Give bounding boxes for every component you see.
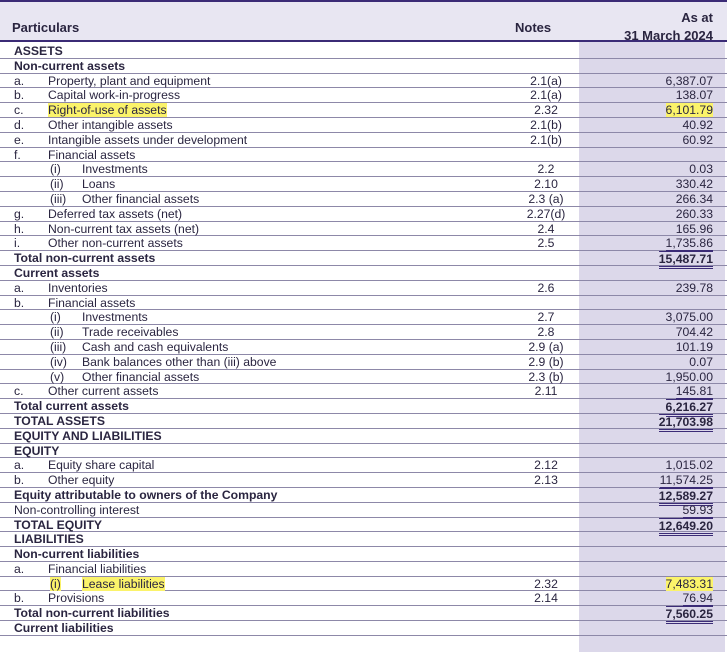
row-index: h. [14, 221, 25, 236]
table-row [0, 162, 727, 177]
row-note: 2.5 [537, 236, 555, 251]
table-row [0, 606, 727, 621]
row-label: Other financial assets [82, 369, 200, 384]
row-index: b. [14, 473, 25, 488]
row-amount: 6,387.07 [665, 73, 713, 88]
row-amount: 7,483.31 [665, 576, 713, 591]
table-row [0, 207, 727, 222]
row-label: Financial assets [48, 147, 136, 162]
table-row [0, 88, 727, 103]
row-label: Inventories [48, 280, 108, 295]
row-label: Equity attributable to owners of the Company [14, 487, 278, 502]
row-label: Deferred tax assets (net) [48, 206, 183, 221]
table-row [0, 355, 727, 370]
row-note: 2.1(a) [530, 88, 562, 103]
row-amount: 6,101.79 [665, 103, 713, 118]
table-row [0, 177, 727, 192]
row-label: Total non-current liabilities [14, 606, 170, 621]
row-note: 2.1(a) [530, 73, 562, 88]
table-row [0, 591, 727, 606]
row-label: Current assets [14, 265, 100, 280]
row-index: e. [14, 132, 25, 147]
table-row [0, 458, 727, 473]
table-row [0, 325, 727, 340]
row-amount: 1,950.00 [665, 369, 713, 384]
row-label: Non-current tax assets (net) [48, 221, 200, 236]
row-label: Lease liabilities [82, 576, 165, 591]
row-index: a. [14, 458, 25, 473]
table-header [0, 0, 727, 42]
table-row [0, 562, 727, 577]
row-amount: 101.19 [675, 339, 713, 354]
row-note: 2.8 [537, 325, 555, 340]
row-label: Current liabilities [14, 621, 114, 636]
row-label: Other intangible assets [48, 117, 173, 132]
row-label: Property, plant and equipment [48, 73, 211, 88]
row-label: LIABILITIES [14, 532, 84, 547]
table-row [0, 281, 727, 296]
row-index: b. [14, 295, 25, 310]
row-subindex: (ii) [50, 325, 64, 340]
row-label: Right-of-use of assets [48, 103, 167, 118]
row-label: Bank balances other than (iii) above [82, 354, 277, 369]
table-row [0, 532, 727, 547]
row-subindex: (iv) [50, 354, 67, 369]
row-amount: 3,075.00 [665, 310, 713, 325]
row-amount: 0.07 [689, 354, 713, 369]
table-row [0, 547, 727, 562]
table-row [0, 118, 727, 133]
table-row [0, 577, 727, 592]
row-amount: 76.94 [682, 591, 713, 606]
row-note: 2.32 [534, 576, 558, 591]
table-row [0, 251, 727, 266]
row-label: Provisions [48, 591, 105, 606]
row-amount: 11,574.25 [659, 473, 713, 488]
row-subindex: (i) [50, 162, 61, 177]
table-row [0, 340, 727, 355]
table-row [0, 473, 727, 488]
table-body [0, 44, 727, 636]
table-row [0, 444, 727, 459]
row-note: 2.11 [534, 384, 558, 399]
row-label: Equity share capital [48, 458, 155, 473]
row-label: Cash and cash equivalents [82, 339, 229, 354]
table-row [0, 518, 727, 533]
table-row [0, 266, 727, 281]
row-note: 2.9 (b) [528, 354, 564, 369]
row-index: g. [14, 206, 25, 221]
row-amount: 239.78 [675, 280, 713, 295]
row-note: 2.13 [534, 473, 558, 488]
row-note: 2.14 [534, 591, 558, 606]
table-row [0, 370, 727, 385]
row-label: ASSETS [14, 44, 63, 58]
row-amount: 145.81 [675, 384, 713, 399]
row-note: 2.1(b) [530, 117, 562, 132]
row-amount: 21,703.98 [659, 414, 713, 432]
table-row [0, 488, 727, 503]
table-row [0, 59, 727, 74]
row-amount: 0.03 [689, 162, 713, 177]
table-row [0, 148, 727, 163]
row-subindex: (v) [50, 369, 65, 384]
row-amount: 260.33 [675, 206, 713, 221]
row-label: TOTAL ASSETS [14, 413, 105, 428]
row-index: b. [14, 591, 25, 606]
as-at-label: As at [681, 10, 713, 25]
row-subindex: (i) [50, 576, 61, 591]
row-note: 2.6 [537, 280, 555, 295]
table-row [0, 384, 727, 399]
row-label: Other current assets [48, 384, 159, 399]
row-amount: 704.42 [675, 325, 713, 340]
row-amount: 1,015.02 [665, 458, 713, 473]
table-row [0, 296, 727, 311]
row-amount: 7,560.25 [666, 606, 713, 624]
table-row [0, 44, 727, 59]
table-row [0, 74, 727, 89]
row-amount: 138.07 [675, 88, 713, 103]
row-note: 2.10 [534, 177, 558, 192]
row-subindex: (iii) [50, 339, 67, 354]
table-row [0, 414, 727, 429]
row-label: Investments [82, 310, 148, 325]
row-label: Financial assets [48, 295, 136, 310]
row-amount: 12,589.27 [659, 488, 713, 506]
row-label: Total non-current assets [14, 251, 156, 266]
row-note: 2.7 [537, 310, 555, 325]
row-note: 2.4 [537, 221, 555, 236]
row-note: 2.27(d) [526, 206, 566, 221]
row-amount: 59.93 [682, 502, 713, 517]
row-index: d. [14, 117, 25, 132]
row-label: EQUITY [14, 443, 60, 458]
particulars-header: Particulars [12, 20, 80, 35]
row-amount: 330.42 [675, 177, 713, 192]
row-index: i. [14, 236, 21, 251]
row-note: 2.12 [534, 458, 558, 473]
row-note: 2.2 [537, 162, 555, 177]
row-label: Non-current assets [14, 58, 126, 73]
row-amount: 165.96 [675, 221, 713, 236]
row-label: EQUITY AND LIABILITIES [14, 428, 162, 443]
row-index: a. [14, 561, 25, 576]
row-label: Loans [82, 177, 116, 192]
row-label: Intangible assets under development [48, 132, 248, 147]
row-note: 2.3 (b) [528, 369, 564, 384]
table-row [0, 310, 727, 325]
row-amount: 12,649.20 [659, 518, 713, 536]
row-label: Other non-current assets [48, 236, 183, 251]
row-index: a. [14, 73, 25, 88]
row-subindex: (i) [50, 310, 61, 325]
row-label: Total current assets [14, 399, 129, 414]
as-at-header [624, 9, 713, 45]
row-index: c. [14, 384, 24, 399]
row-index: c. [14, 103, 24, 118]
table-row [0, 103, 727, 118]
table-row [0, 222, 727, 237]
row-amount: 266.34 [675, 191, 713, 206]
table-row [0, 503, 727, 518]
row-note: 2.1(b) [530, 132, 562, 147]
notes-header: Notes [515, 20, 552, 35]
row-index: b. [14, 88, 25, 103]
table-row [0, 192, 727, 207]
row-note: 2.9 (a) [528, 339, 564, 354]
row-note: 2.32 [534, 103, 558, 118]
table-row [0, 429, 727, 444]
table-row [0, 621, 727, 636]
row-index: f. [14, 147, 21, 162]
row-label: Capital work-in-progress [48, 88, 181, 103]
row-amount: 1,735.86 [665, 236, 713, 251]
row-label: Financial liabilities [48, 561, 147, 576]
row-amount: 40.92 [682, 117, 713, 132]
table-row [0, 133, 727, 148]
as-at-date: 31 March 2024 [624, 28, 713, 43]
row-amount: 6,216.27 [666, 399, 713, 417]
row-label: Non-current liabilities [14, 547, 140, 562]
row-label: Trade receivables [82, 325, 179, 340]
row-index: a. [14, 280, 25, 295]
row-label: Other equity [48, 473, 115, 488]
table-row [0, 399, 727, 414]
row-subindex: (iii) [50, 191, 67, 206]
table-row [0, 236, 727, 251]
row-amount: 60.92 [682, 132, 713, 147]
row-label: Investments [82, 162, 148, 177]
row-label: Non-controlling interest [14, 502, 140, 517]
row-subindex: (ii) [50, 177, 64, 192]
row-amount: 15,487.71 [659, 251, 713, 269]
row-label: TOTAL EQUITY [14, 517, 103, 532]
row-label: Other financial assets [82, 191, 200, 206]
row-note: 2.3 (a) [528, 191, 564, 206]
